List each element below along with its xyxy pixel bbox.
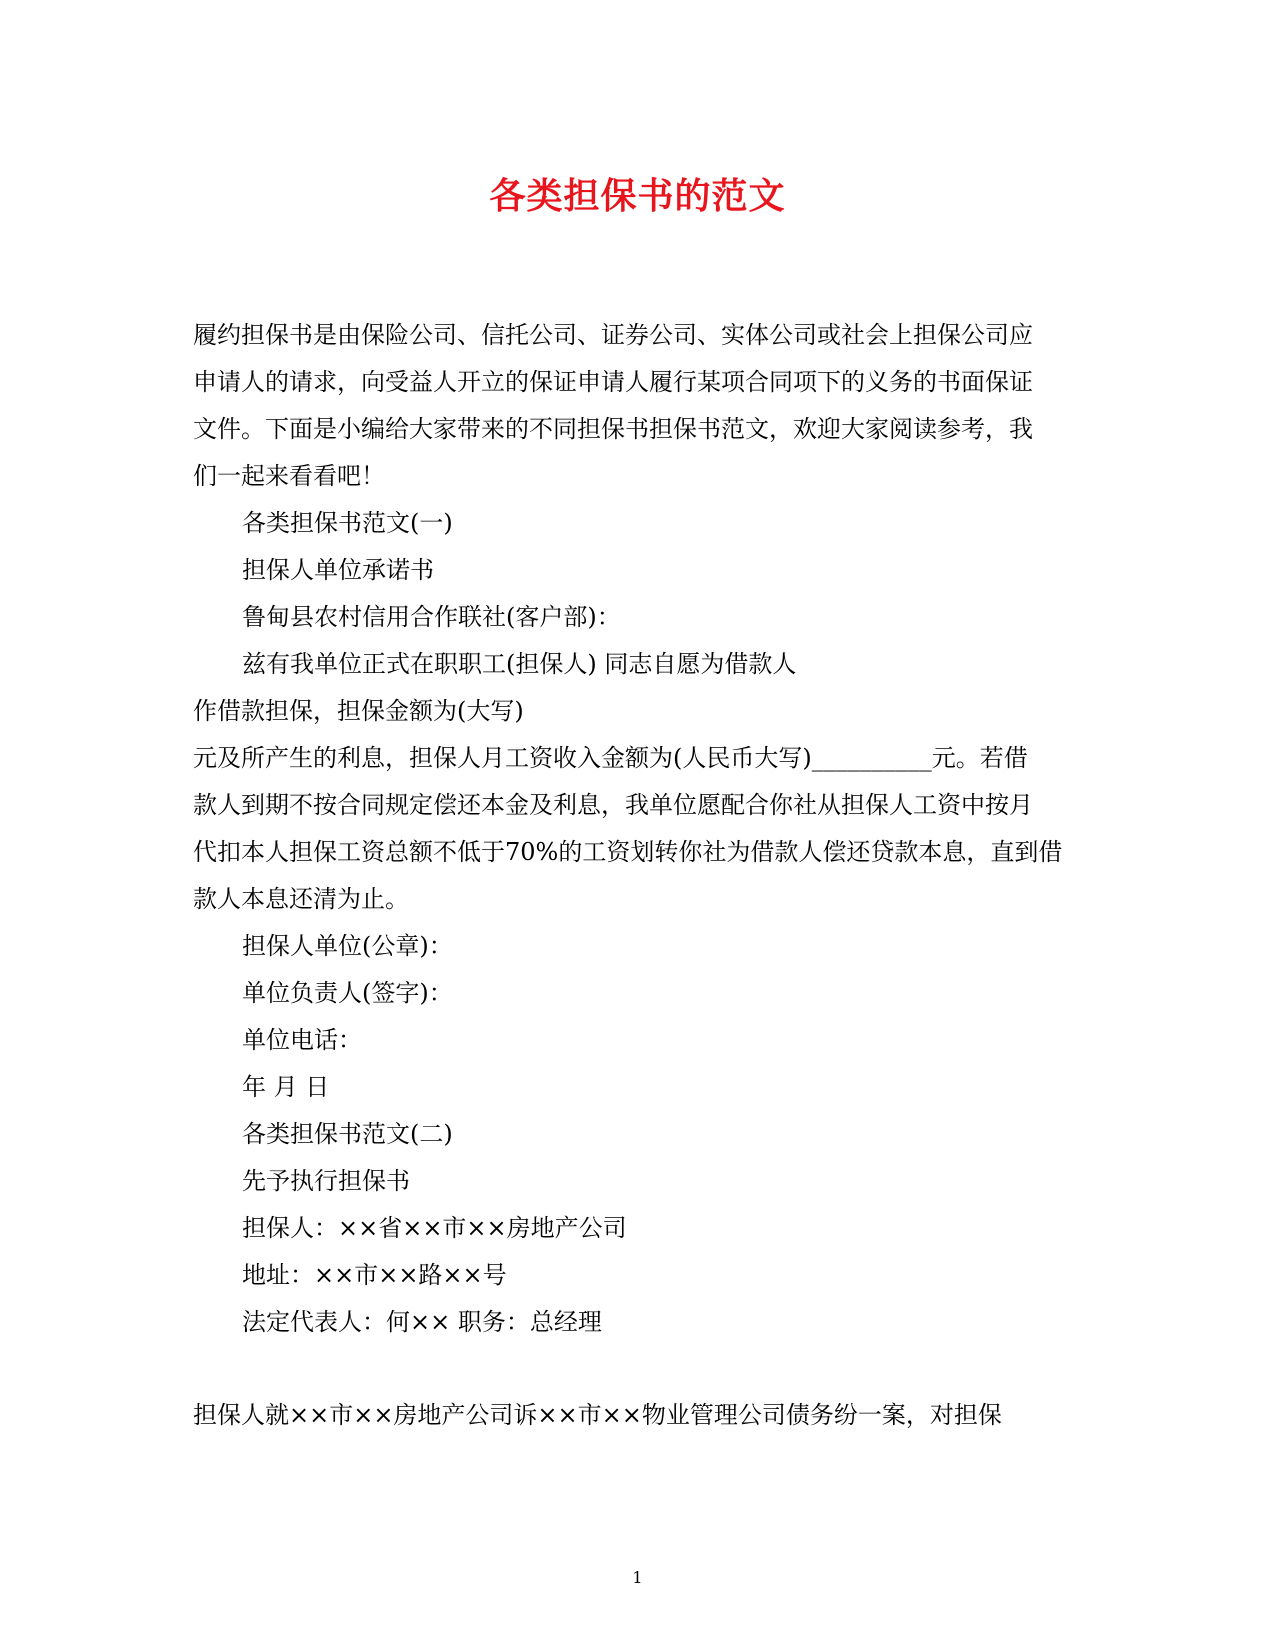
paragraph-line: 单位电话： bbox=[242, 1026, 362, 1054]
paragraph-line: 担保人：××省××市××房地产公司 bbox=[242, 1214, 627, 1242]
paragraph-line: 们一起来看看吧！ bbox=[193, 462, 385, 490]
paragraph-line: 申请人的请求，向受益人开立的保证申请人履行某项合同项下的义务的书面保证 bbox=[193, 368, 1033, 396]
document-title: 各类担保书的范文 bbox=[489, 175, 786, 217]
paragraph-line: 担保人就××市××房地产公司诉××市××物业管理公司债务纷一案，对担保 bbox=[193, 1401, 1002, 1429]
paragraph-line: 元及所产生的利息，担保人月工资收入金额为(人民币大写)__________元。若借 bbox=[193, 744, 1028, 772]
paragraph-line: 文件。下面是小编给大家带来的不同担保书担保书范文，欢迎大家阅读参考，我 bbox=[193, 415, 1033, 443]
paragraph-line: 兹有我单位正式在职职工(担保人) 同志自愿为借款人 bbox=[242, 650, 797, 678]
paragraph-line: 单位负责人(签字)： bbox=[242, 979, 453, 1007]
section-heading: 各类担保书范文(二) bbox=[242, 1120, 453, 1148]
paragraph-line: 先予执行担保书 bbox=[242, 1167, 410, 1195]
paragraph-line: 履约担保书是由保险公司、信托公司、证券公司、实体公司或社会上担保公司应 bbox=[193, 321, 1033, 349]
paragraph-line: 款人本息还清为止。 bbox=[193, 885, 409, 913]
page-number: 1 bbox=[632, 1568, 643, 1587]
paragraph-line: 担保人单位(公章)： bbox=[242, 932, 453, 960]
section-heading: 各类担保书范文(一) bbox=[242, 509, 453, 537]
paragraph-line: 担保人单位承诺书 bbox=[242, 556, 434, 584]
paragraph-line: 作借款担保，担保金额为(大写) bbox=[193, 697, 524, 725]
paragraph-line: 地址：××市××路××号 bbox=[242, 1261, 507, 1289]
paragraph-line: 款人到期不按合同规定偿还本金及利息，我单位愿配合你社从担保人工资中按月 bbox=[193, 791, 1033, 819]
paragraph-line: 代扣本人担保工资总额不低于70%的工资划转你社为借款人偿还贷款本息，直到借 bbox=[193, 838, 1063, 866]
paragraph-line: 法定代表人：何×× 职务：总经理 bbox=[242, 1308, 602, 1336]
paragraph-line: 年 月 日 bbox=[242, 1073, 330, 1101]
paragraph-line: 鲁甸县农村信用合作联社(客户部)： bbox=[242, 603, 621, 631]
